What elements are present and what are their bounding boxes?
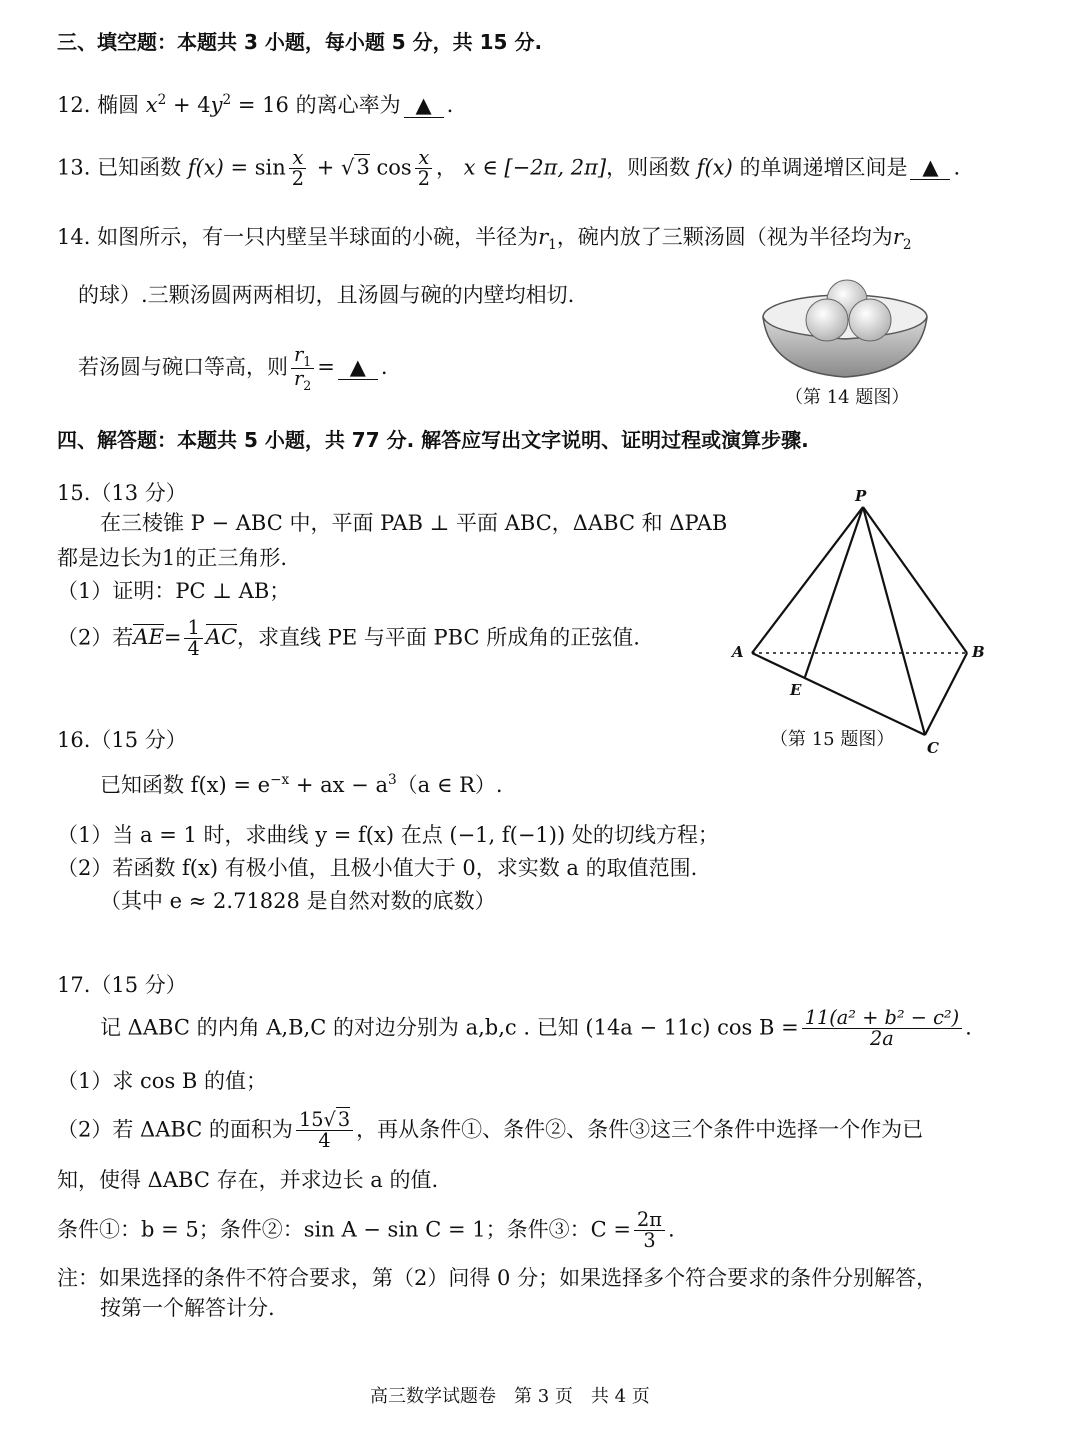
tangyuan-ball xyxy=(849,299,891,341)
question-14-line1: 14. 如图所示，有一只内壁呈半球面的小碗，半径为$r_1$，碗内放了三颗汤圆（视为半径均为$r_2$ xyxy=(57,225,912,254)
page-footer: 高三数学试题卷 第 3 页 共 4 页 xyxy=(370,1386,650,1407)
question-12: 12. 椭圆 $x^2 + 4y^2 = 16$ 的离心率为 ▲ . xyxy=(57,92,454,117)
edge-PA xyxy=(752,507,863,653)
label-B: B xyxy=(972,643,985,661)
q16-head: 16.（15 分） xyxy=(57,728,187,752)
section-4-title: 四、解答题：本题共 5 小题，共 77 分. 解答应写出文字说明、证明过程或演算步骤. xyxy=(57,428,809,452)
figure-14-caption: （第 14 题图） xyxy=(785,387,910,408)
q15-part2: （2）若AE= $\frac{1}{4}$ AC，求直线 PE 与平面 PBC 所成角的正弦值. xyxy=(57,616,640,661)
q15-part1: （1）证明：PC ⊥ AB； xyxy=(57,579,291,603)
q17-part1: （1）求 cos B 的值； xyxy=(57,1069,267,1093)
q16-part2: （2）若函数 f(x) 有极小值，且极小值大于 0，求实数 a 的取值范围. xyxy=(57,856,698,880)
question-14-line2: 的球）.三颗汤圆两两相切，且汤圆与碗的内壁均相切. xyxy=(78,283,575,307)
tangyuan-ball xyxy=(806,299,848,341)
q16-note: （其中 e ≈ 2.71828 是自然对数的底数） xyxy=(100,889,496,913)
q17-head: 17.（15 分） xyxy=(57,973,187,997)
q12-text: 椭圆 xyxy=(97,93,140,117)
label-C: C xyxy=(927,739,939,757)
q15-head: 15.（13 分） xyxy=(57,481,187,505)
q17-part2: （2）若 ΔABC 的面积为 $\frac{15√ 3}{4}$ ，再从条件①、条件②、条件③这三个条件中选择一个作为已 xyxy=(57,1108,924,1153)
edge-PB xyxy=(863,507,967,653)
figure-15-caption: （第 15 题图） xyxy=(770,729,895,750)
edge-PE xyxy=(805,507,863,677)
label-P: P xyxy=(855,487,867,505)
edge-PC xyxy=(863,507,925,735)
section-3-title: 三、填空题：本题共 3 小题，每小题 5 分，共 15 分. xyxy=(57,30,543,54)
q17-line1: 记 ΔABC 的内角 A,B,C 的对边分别为 a,b,c . 已知 (14a − 11c) cos B = $\frac{\text{11(a² + b² − c²)}}{2a}$ . xyxy=(100,1006,972,1051)
q15-line1: 在三棱锥 P − ABC 中，平面 PAB ⊥ 平面 ABC，ΔABC 和 ΔPAB xyxy=(100,511,728,535)
q12-number: 12. xyxy=(57,93,91,117)
edge-AC xyxy=(752,653,925,735)
question-13: 13. 已知函数 f(x) = sin $\frac{x}{2}$ + √3 cos $\frac{x}{2}$ ， x ∈ [−2π, 2π]，则函数 f(x) 的单调递增区间是 ▲ . xyxy=(57,146,961,191)
q17-note-line1: 注：如果选择的条件不符合要求，第（2）问得 0 分；如果选择多个符合要求的条件分别解答， xyxy=(57,1266,938,1290)
pyramid-figure xyxy=(730,485,990,755)
label-E: E xyxy=(790,681,802,699)
label-A: A xyxy=(732,643,744,661)
q17-note-line2: 按第一个解答计分. xyxy=(100,1296,275,1320)
q16-line1: 已知函数 $f(x) = e^{-x}$ + ax − $a^3(a$ ∈ R）. xyxy=(100,772,503,797)
question-14-line3: 若汤圆与碗口等高，则 $\frac{r_1}{r_2}$ = ▲ . xyxy=(78,343,388,393)
edge-BC xyxy=(925,653,967,735)
answer-blank: ▲ xyxy=(404,94,444,118)
q15-line2: 都是边长为1的正三角形. xyxy=(57,546,288,570)
q17-part2-line2: 知，使得 ΔABC 存在，并求边长 a 的值. xyxy=(57,1168,439,1192)
bowl-figure xyxy=(755,272,955,392)
q16-part1: （1）当 a = 1 时，求曲线 y = f(x) 在点 (−1, f(−1)) 处的切线方程； xyxy=(57,823,719,847)
q17-conditions: 条件①：b = 5；条件②：sin A − sin C = 1；条件③：C = $\frac{2\pi}{3}$ . xyxy=(57,1208,675,1253)
